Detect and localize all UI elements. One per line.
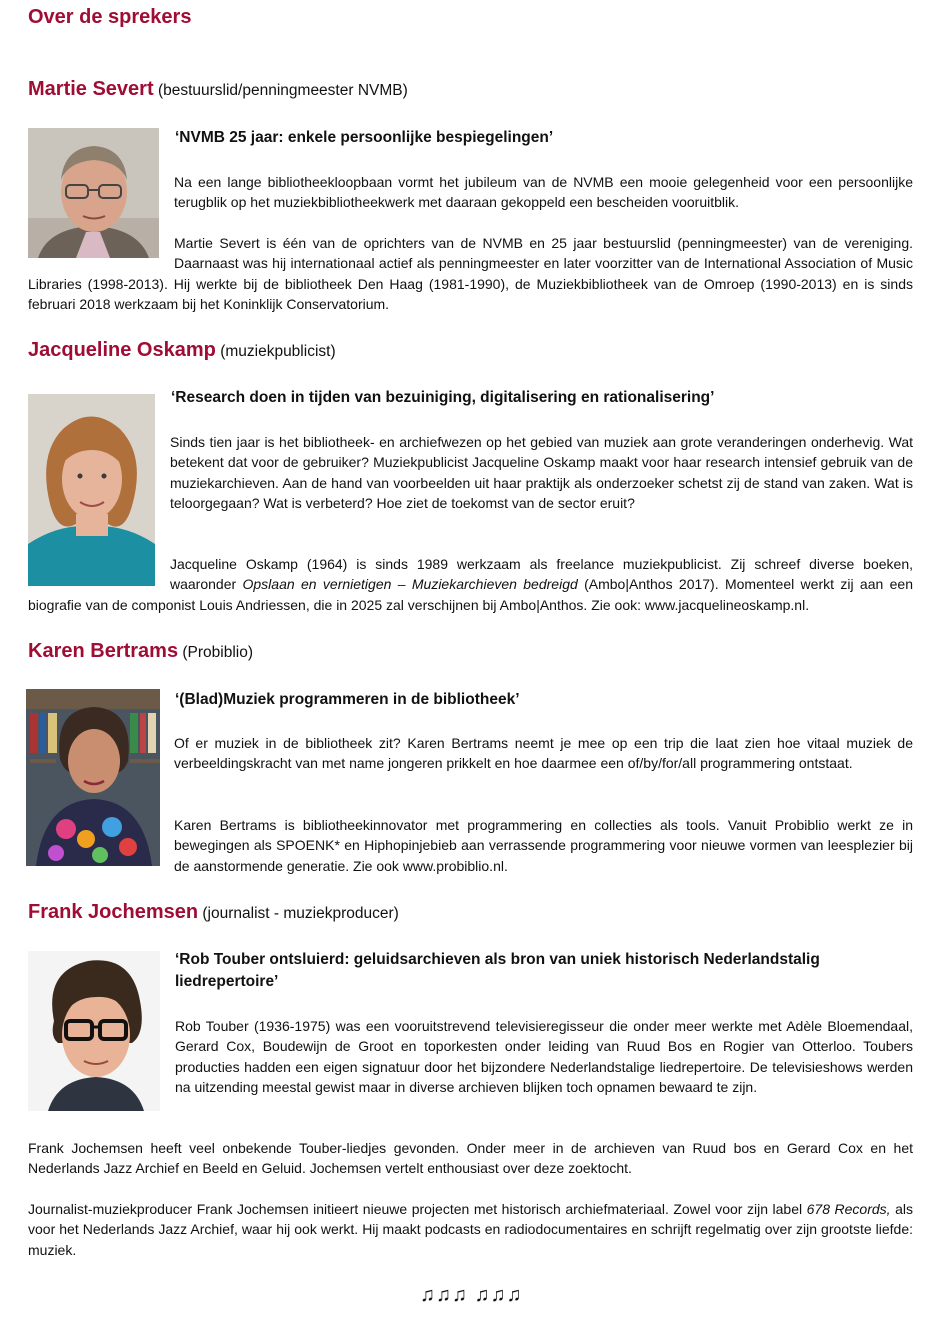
paragraph: Na een lange bibliotheekloopbaan vormt het jubileum van de NVMB een mooie gelegenheid voor een persoonlijke terugblik op het muziekbibliotheekwerk met daaraan gekoppeld een bescheiden vooruitblik.	[174, 174, 913, 211]
speaker-role: (muziekpublicist)	[220, 343, 336, 360]
paragraph: Karen Bertrams is bibliotheekinnovator met programmering en collecties als tools. Vanuit Probiblio werkt ze in bewegingen als SPOENK* en Hiphopinjebieb aan verrassende programmering voor nieuwe vormen van leesplezier bij de aanstormende generatie. Zie ook www.probiblio.nl.	[174, 817, 913, 874]
speaker-name-line	[28, 78, 913, 101]
speaker-role: (bestuurslid/penningmeester NVMB)	[157, 82, 408, 99]
speaker-name: Jacqueline Oskamp	[28, 339, 216, 361]
speaker-photo	[28, 951, 160, 1111]
paragraph: Sinds tien jaar is het bibliotheek- en archiefwezen op het gebied van muziek aan grote veranderingen onderhevig. Wat betekent dat voor de gebruiker? Muziekpublicist Jacqueline Oskamp maakt voor haar research intensief gebruik van de muziekarchieven. Aan de hand van voorbeelden uit haar praktijk als onderzoeker schetst zij de stand van zaken. Wat is teloorgegaan? Wat is verbeterd? Hoe ziet de toekomst van de sector eruit?	[170, 434, 913, 512]
talk-title: ‘NVMB 25 jaar: enkele persoonlijke bespiegelingen’	[175, 129, 554, 146]
speaker-name-line	[28, 901, 913, 924]
speaker-role: (Probiblio)	[182, 644, 254, 661]
speaker-bio	[28, 233, 913, 315]
paragraph: Rob Touber (1936-1975) was een vooruitstrevend televisieregisseur die onder meer werkte met Adèle Bloemendaal, Gerard Cox, Boudewijn de Groot en toporkesten onder leiding van Ruud Bos en Rogier van Otterloo. Toubers producties hadden een eigen signatuur door het bijzondere Nederlandstalige liedrepertoire. De televisieshows werden na uitzending meestal gewist maar in diverse archieven blijken toch opnamen bewaard te zijn.	[175, 1018, 913, 1096]
speaker-role: (journalist - muziekproducer)	[202, 905, 399, 922]
bio-text: als voor het Nederlands Jazz Archief, waar hij ook werkt. Hij maakt podcasts en radiodocumentaires en schrijft regelmatig over zijn grootste liefde: muziek.	[28, 1201, 913, 1258]
page-heading: Over de sprekers	[28, 6, 192, 28]
speaker-name-line	[28, 339, 913, 362]
speaker-photo	[26, 689, 160, 866]
bio-text: Jacqueline Oskamp (1964) is sinds 1989 werkzaam als freelance muziekpublicist. Zij schreef diverse boeken, waaronder	[170, 556, 913, 593]
speaker-bio	[28, 1199, 913, 1260]
speaker-bio	[28, 554, 913, 615]
talk-title: ‘Research doen in tijden van bezuiniging, digitalisering en rationalisering’	[171, 389, 715, 406]
talk-title: ‘Rob Touber ontsluierd: geluidsarchieven als bron van uniek historisch Nederlandstalig liedrepertoire’	[175, 951, 820, 990]
bio-text: (Ambo|Anthos 2017). Momenteel werkt zij aan een biografie van de componist Louis Andriessen, die in 2025 zal verschijnen bij Ambo|Anthos. Zie ook: www.jacquelineoskamp.nl.	[28, 576, 913, 613]
bio-text: Journalist-muziekproducer Frank Jochemsen initieert nieuwe projecten met historisch archiefmateriaal. Zowel voor zijn label	[28, 1201, 807, 1217]
bio-text: Martie Severt is één van de oprichters van de NVMB en 25 jaar bestuurslid (penningmeester) van de vereniging. Daarnaast was hij internationaal actief als penningmeester en later voorzitter van de International Association of Music Libraries (1998-2013). Hij werkte bij de bibliotheek Den Haag (1981-1990), de Muziekbibliotheek van de Omroep (1990-2013) en is sinds februari 2018 werkzaam bij het Koninklijk Conservatorium.	[28, 235, 913, 313]
speaker-name: Frank Jochemsen	[28, 901, 199, 923]
music-notes-ornament: ♫♫♫ ♫♫♫	[420, 1284, 523, 1306]
speaker-name: Martie Severt	[28, 78, 154, 100]
talk-title: ‘(Blad)Muziek programmeren in de bibliotheek’	[175, 691, 520, 708]
speaker-name: Karen Bertrams	[28, 640, 179, 662]
paragraph: Frank Jochemsen heeft veel onbekende Touber-liedjes gevonden. Onder meer in de archieven van Ruud bos en Gerard Cox en het Nederlands Jazz Archief en Beeld en Geluid. Jochemsen vertelt enthousiast over deze zoektocht.	[28, 1140, 913, 1177]
book-title: Opslaan en vernietigen – Muziekarchieven bedreigd	[242, 576, 578, 593]
speaker-name-line	[28, 640, 913, 663]
label-name: 678 Records,	[806, 1201, 891, 1217]
paragraph: Of er muziek in de bibliotheek zit? Karen Bertrams neemt je mee op een trip die laat zien hoe vitaal muziek de verbeeldingskracht van met name jongeren prikkelt en hoe daarmee een of/by/for/all programmering ontstaat.	[174, 735, 913, 772]
